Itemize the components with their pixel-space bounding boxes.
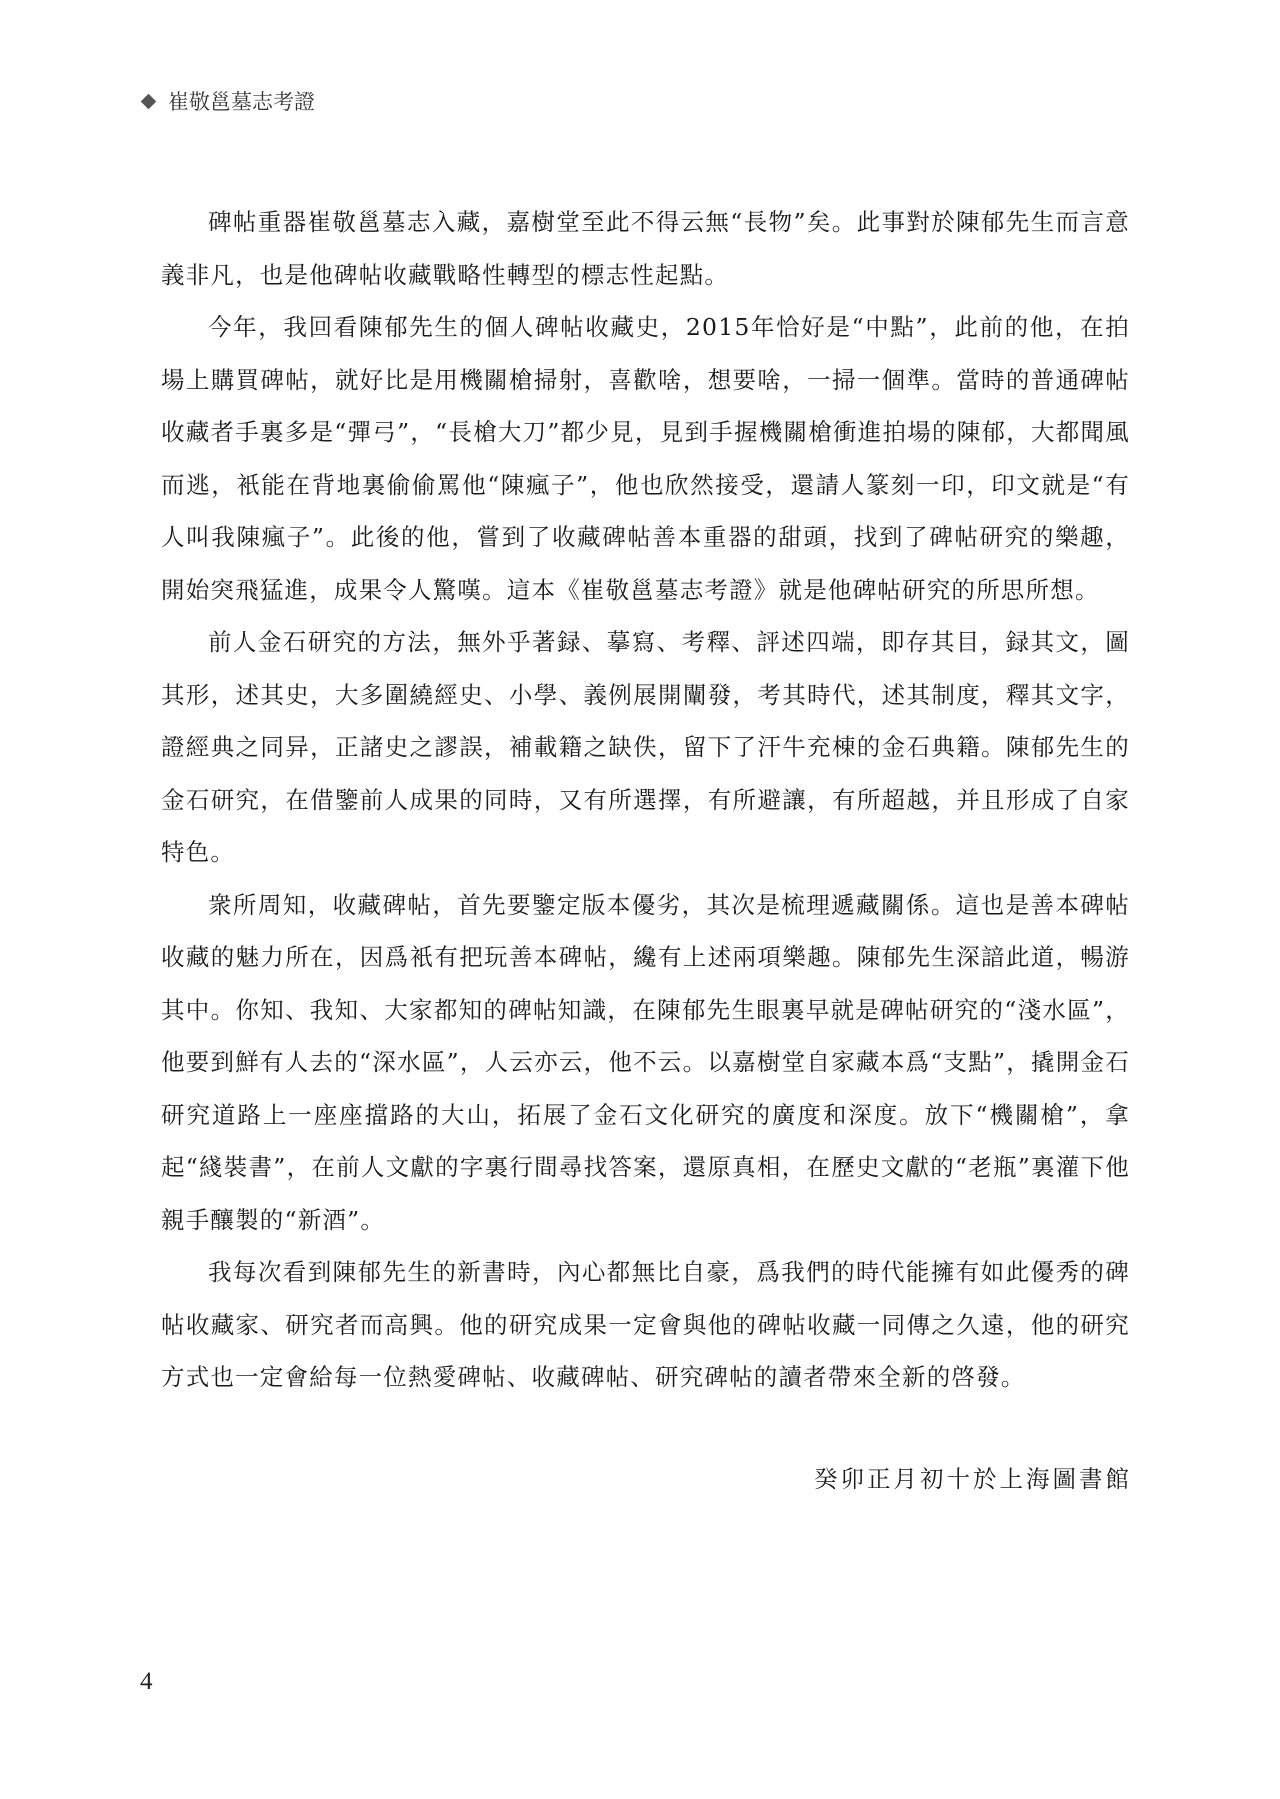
paragraph: 碑帖重器崔敬邕墓志入藏，嘉樹堂至此不得云無“長物”矣。此事對於陳郁先生而言意義非凡，也是他碑帖收藏戰略性轉型的標志性起點。 [161, 208, 1130, 289]
page-number: 4 [140, 1668, 153, 1695]
signature-line: 癸卯正月初十於上海圖書館 [814, 1465, 1132, 1493]
header-title: 崔敬邕墓志考證 [168, 90, 315, 114]
paragraph: 前人金石研究的方法，無外乎著録、摹寫、考釋、評述四端，即存其目，録其文，圖其形，述其史，大多圍繞經史、小學、義例展開闡發，考其時代，述其制度，釋其文字，證經典之同异，正諸史之謬誤，補載籍之缺佚，留下了汗牛充棟的金石典籍。陳郁先生的金石研究，在借鑒前人成果的同時，又有所選擇，有所避讓，有所超越，并且形成了自家特色。 [161, 628, 1130, 866]
paragraph: 我每次看到陳郁先生的新書時，內心都無比自豪，爲我們的時代能擁有如此優秀的碑帖收藏家、研究者而高興。他的研究成果一定會與他的碑帖收藏一同傳之久遠，他的研究方式也一定會給每一位熱愛碑帖、收藏碑帖、研究碑帖的讀者帶來全新的啓發。 [161, 1258, 1130, 1391]
running-header [140, 86, 315, 116]
body-text [161, 196, 1130, 1404]
paragraph: 衆所周知，收藏碑帖，首先要鑒定版本優劣，其次是梳理遞藏關係。這也是善本碑帖收藏的魅力所在，因爲衹有把玩善本碑帖，纔有上述兩項樂趣。陳郁先生深諳此道，暢游其中。你知、我知、大家都知的碑帖知識，在陳郁先生眼裏早就是碑帖研究的“淺水區”，他要到鮮有人去的“深水區”，人云亦云，他不云。以嘉樹堂自家藏本爲“支點”，撬開金石研究道路上一座座擋路的大山，拓展了金石文化研究的廣度和深度。放下“機關槍”，拿起“綫裝書”，在前人文獻的字裏行間尋找答案，還原真相，在歷史文獻的“老瓶”裏灌下他親手釀製的“新酒”。 [161, 890, 1130, 1234]
diamond-icon [141, 93, 157, 109]
paragraph: 今年，我回看陳郁先生的個人碑帖收藏史，2015年恰好是“中點”，此前的他，在拍場上購買碑帖，就好比是用機關槍掃射，喜歡啥，想要啥，一掃一個準。當時的普通碑帖收藏者手裏多是“彈弓”，“長槍大刀”都少見，見到手握機關槍衝進拍場的陳郁，大都聞風而逃，衹能在背地裏偷偷罵他“陳瘋子”，他也欣然接受，還請人篆刻一印，印文就是“有人叫我陳瘋子”。此後的他，嘗到了收藏碑帖善本重器的甜頭，找到了碑帖研究的樂趣，開始突飛猛進，成果令人驚嘆。這本《崔敬邕墓志考證》就是他碑帖研究的所思所想。 [161, 313, 1130, 604]
